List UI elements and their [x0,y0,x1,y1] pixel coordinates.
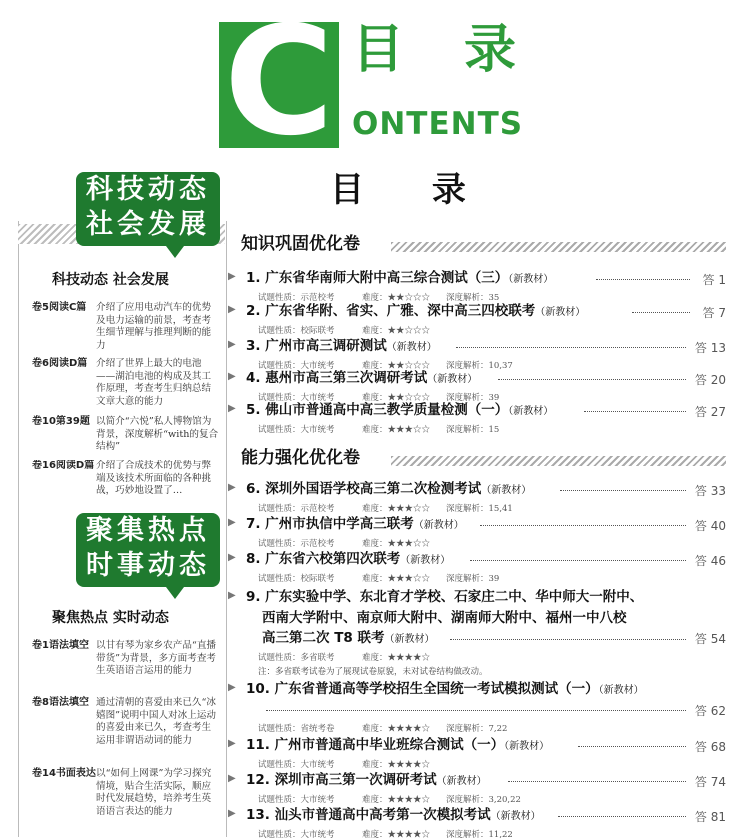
page-number: 答 46 [694,554,726,568]
section-header [241,448,726,469]
page-number: 答 20 [694,373,726,387]
entry-meta: 试题性质：示范校考 难度：★★★☆☆ 深度解析：15,41 [258,504,513,514]
page-number: 答 27 [694,405,726,419]
entry-meta: 试题性质：省统考卷 难度：★★★★☆ 深度解析：7,22 [258,724,508,734]
arrow-icon: ▶ [228,738,236,749]
toc-entry[interactable] [228,771,726,805]
left-entry-text: 介绍了应用电动汽车的优势及电力运输的前景，考查考生细节理解与推理判断的能力 [96,302,212,351]
left-entry-text: 介绍了合成技术的优势与弊端及该技术所面临的各种挑战，巧妙地设置了… [96,460,212,496]
page-number: 答 7 [702,306,726,320]
entry-title: 2. 广东省华附、省实、广雅、深中高三四校联考（新教材） [246,303,586,319]
arrow-icon: ▶ [228,682,236,693]
leader-dots [266,710,686,711]
arrow-icon: ▶ [228,304,236,315]
entry-title: 13. 汕头市普通高中高考第一次模拟考试（新教材） [246,807,541,823]
section-hatch-bar [391,456,726,466]
toc-entry[interactable] [228,369,726,403]
page-number: 答 40 [694,519,726,533]
left-entry-label: 卷10第39题 [32,416,90,427]
left-entry [32,416,220,458]
toc-entry[interactable] [228,588,726,668]
section-title: 能力强化优化卷 [241,445,364,471]
leader-dots [508,781,686,782]
entry-title: 8. 广东省六校第四次联考（新教材） [246,551,451,567]
entry-meta: 试题性质：示范校考 难度：★★★☆☆ [258,539,431,549]
badge-tech-line1: 科技动态 [86,174,210,205]
entry-meta: 试题性质：大市统考 难度：★★☆☆☆ 深度解析：10,37 [258,361,513,371]
entry-title-line: 西南大学附中、南京师大附中、湖南师大附中、福州一中八校 [262,610,627,626]
arrow-icon: ▶ [228,403,236,414]
section-title: 知识巩固优化卷 [241,231,364,257]
left-entry-label: 卷16阅读D篇 [32,460,95,471]
toc-entry[interactable] [228,302,726,336]
leader-dots [584,411,686,412]
arrow-icon: ▶ [228,271,236,282]
toc-entry[interactable] [228,736,726,770]
contents-logo-letter: C [223,0,335,169]
entry-note: 注：多省联考试卷为了展现试卷原貌，未对试卷结构做改动。 [258,667,488,677]
badge-hotspot [76,513,220,587]
badge-hotspot-line1: 聚集热点 [86,515,210,546]
entry-title: 7. 广州市执信中学高三联考（新教材） [246,516,464,532]
left-entry-label: 卷8语法填空 [32,697,89,708]
toc-entry[interactable] [228,680,726,736]
left-entry-label: 卷1语法填空 [32,640,89,651]
entry-meta: 试题性质：大市统考 难度：★★★★☆ 深度解析：11,22 [258,830,513,840]
toc-entry[interactable] [228,337,726,371]
page-number: 答 68 [694,740,726,754]
entry-title: 9. 广东实验中学、东北育才学校、石家庄二中、华中师大一附中、 [246,589,644,605]
entry-title: 11. 广州市普通高中毕业班综合测试（一）（新教材） [246,737,550,753]
leader-dots [578,746,686,747]
toc-entry[interactable] [228,515,726,549]
toc-entry[interactable] [228,806,726,840]
left-entry-text: 介绍了世界上最大的电池——湖泊电池的构成及其工作原理，考查考生归纳总结文章大意的能力 [96,358,212,407]
badge-tech-line2: 社会发展 [86,209,210,240]
left-entry-label: 卷5阅读C篇 [32,302,87,313]
left-entry [32,768,220,834]
page-number: 答 81 [694,810,726,824]
leader-dots [498,379,686,380]
badge-tail [166,246,184,258]
entry-meta: 试题性质：大市统考 难度：★★★★☆ 深度解析：3,20,22 [258,795,521,805]
left-entry-text: 以甘有琴为家乡农产品“直播带货”为背景，多方面考查考生英语语言运用的能力 [96,640,217,676]
page-number: 答 1 [702,273,726,287]
leader-dots [558,816,686,817]
left-entry-text: 通过清朝的喜爱由来已久“冰嬉图”说明中国人对冰上运动的喜爱由来已久，考查考生运用非谓语动词的能力 [96,697,217,746]
left-entry [32,697,220,765]
entry-title: 5. 佛山市普通高中高三教学质量检测（一）（新教材） [246,402,554,418]
entry-meta: 试题性质：大市统考 难度：★★★★☆ [258,760,431,770]
entry-title: 1. 广东省华南师大附中高三综合测试（三）（新教材） [246,270,554,286]
entry-meta: 试题性质：校际联考 难度：★★★☆☆ 深度解析：39 [258,574,500,584]
leader-dots [632,312,690,313]
contents-en-title: ONTENTS [352,106,524,142]
arrow-icon: ▶ [228,482,236,493]
arrow-icon: ▶ [228,339,236,350]
left-heading-tech: 科技动态 社会发展 [52,272,169,288]
left-entry-text: 以简介“六悦”私人博物馆为背景，深度解析“with的复合结构” [96,416,219,452]
entry-title-line: 高三第二次 T8 联考（新教材） [262,630,435,646]
left-entry [32,460,220,504]
page-number: 答 33 [694,484,726,498]
leader-dots [470,560,686,561]
leader-dots [456,347,686,348]
entry-meta: 试题性质：示范校考 难度：★★☆☆☆ 深度解析：35 [258,293,500,303]
entry-title: 10. 广东省普通高等学校招生全国统一考试模拟测试（一）（新教材） [246,681,644,697]
leader-dots [596,279,690,280]
page-number: 答 13 [694,341,726,355]
toc-entry[interactable] [228,550,726,584]
entry-title: 12. 深圳市高三第一次调研考试（新教材） [246,772,487,788]
entry-meta: 试题性质：大市统考 难度：★★★☆☆ 深度解析：15 [258,425,500,435]
left-heading-hotspot: 聚焦热点 实时动态 [52,610,169,626]
badge-tail [166,587,184,599]
left-entry [32,302,220,360]
entry-title: 3. 广州市高三调研测试（新教材） [246,338,437,354]
entry-title: 6. 深圳外国语学校高三第二次检测考试（新教材） [246,481,532,497]
section-header [241,234,726,255]
section-hatch-bar [391,242,726,252]
arrow-icon: ▶ [228,517,236,528]
page-number: 答 54 [694,632,726,646]
badge-tech [76,172,220,246]
left-entry-label: 卷14书面表达 [32,768,96,779]
page-number: 答 74 [694,775,726,789]
arrow-icon: ▶ [228,590,236,601]
entry-meta: 试题性质：校际联考 难度：★★☆☆☆ [258,326,431,336]
entry-meta: 试题性质：多省联考 难度：★★★★☆ [258,653,431,663]
toc-entry[interactable] [228,269,726,303]
left-entry-label: 卷6阅读D篇 [32,358,88,369]
left-entry-text: 以“如何上网课”为学习探究情境，贴合生活实际，顺应时代发展趋势，培养考生英语语言表达的能力 [96,768,212,817]
arrow-icon: ▶ [228,371,236,382]
left-entry [32,640,220,694]
left-entry [32,358,220,416]
contents-cn-title: 目录 [352,20,577,80]
leader-dots [480,525,686,526]
entry-title: 4. 惠州市高三第三次调研考试（新教材） [246,370,478,386]
page-title: 目 录 [330,170,494,210]
toc-entry[interactable] [228,401,726,435]
page-number: 答 62 [694,704,726,718]
arrow-icon: ▶ [228,552,236,563]
toc-entry[interactable] [228,480,726,514]
arrow-icon: ▶ [228,773,236,784]
badge-hotspot-line2: 时事动态 [86,550,210,581]
leader-dots [450,639,686,640]
arrow-icon: ▶ [228,808,236,819]
leader-dots [560,490,686,491]
entry-meta: 试题性质：大市统考 难度：★★☆☆☆ 深度解析：39 [258,393,500,403]
